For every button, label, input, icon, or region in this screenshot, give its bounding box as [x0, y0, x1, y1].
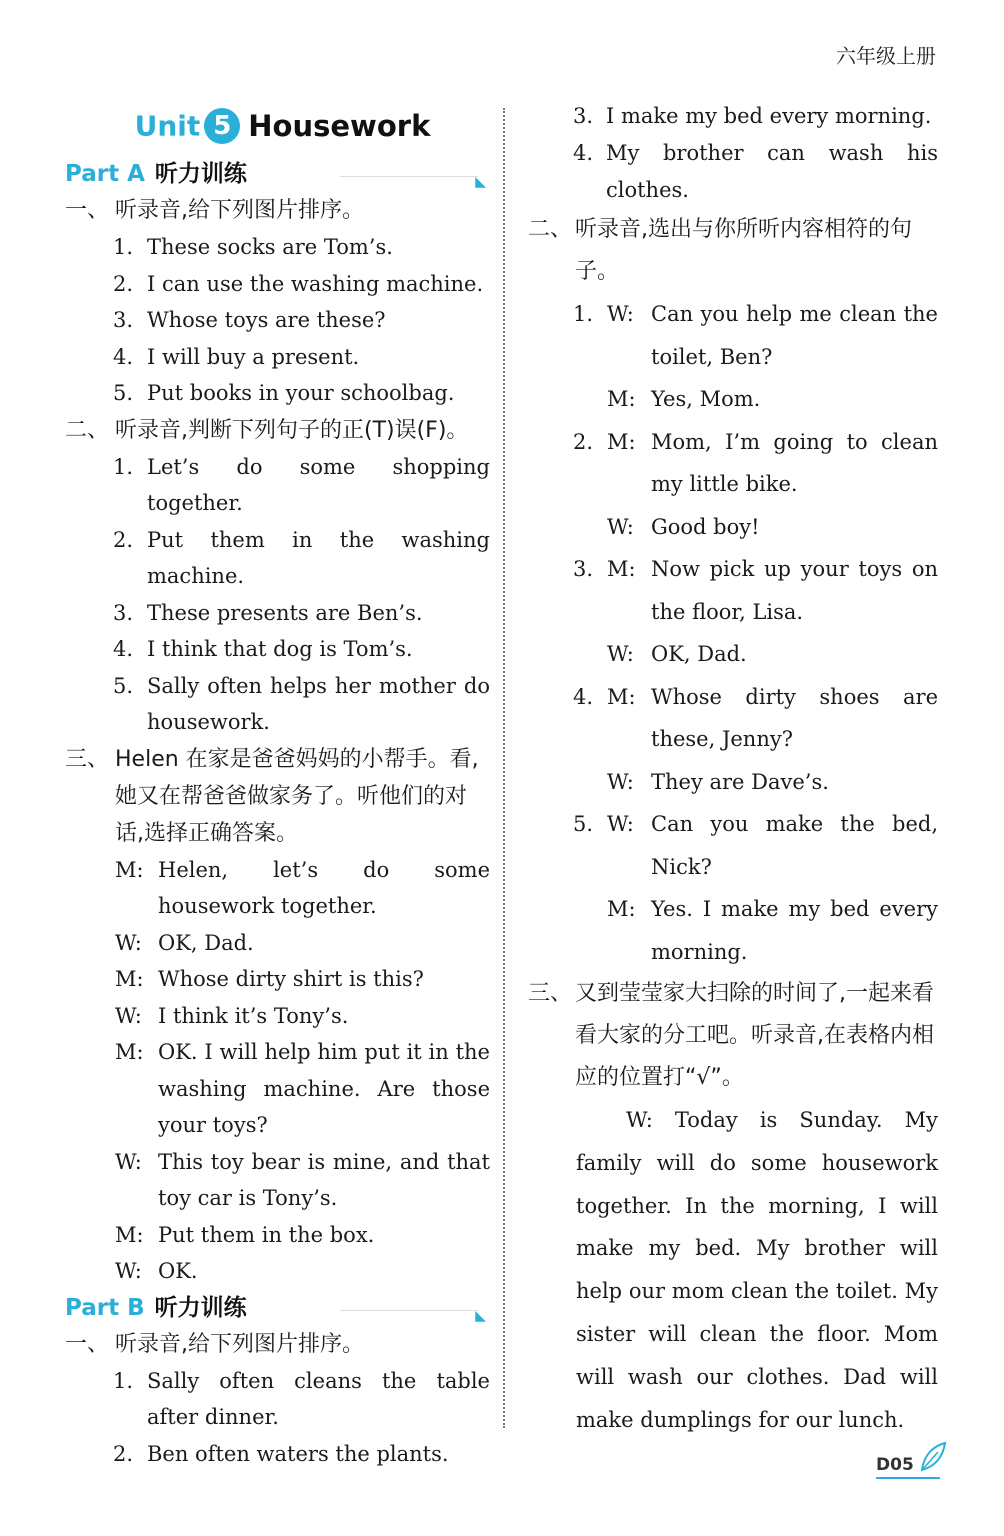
list-item: 1. Let’s do some shopping together.	[113, 454, 490, 515]
dialogue-line: 2. M: Mom, I’m going to clean my little bike.	[573, 429, 938, 496]
question-heading	[65, 1326, 490, 1363]
part-b-title: 听力训练	[154, 1294, 247, 1321]
question-number: 二、	[65, 417, 110, 443]
part-a-heading	[65, 156, 490, 192]
list-item: 1. These socks are Tom’s.	[113, 235, 393, 259]
dialogue-line: M: Helen, let’s do some housework together.	[115, 857, 490, 918]
dialogue-line: M: OK. I will help him put it in the washing machine. Are those your toys?	[115, 1040, 490, 1137]
list-item: 1. Sally often cleans the table after dinner.	[113, 1368, 490, 1429]
listening-passage: W: Today is Sunday. My family will do some housework together. In the morning, I will make my bed. My brother will help our mom clean the toilet. My sister will clean the floor. Mom will wash our clothes. Dad will make dumplings for our lunch.	[576, 1108, 938, 1432]
part-b-heading	[65, 1290, 490, 1326]
right-column	[528, 98, 938, 1462]
dialogue-line: 1. W: Can you help me clean the toilet, Ben?	[573, 302, 938, 369]
question-heading	[65, 741, 490, 852]
question-text: 听录音,判断下列句子的正(T)误(F)。	[115, 417, 469, 443]
question-number: 三、	[65, 746, 110, 772]
part-b-tag: Part B	[65, 1294, 145, 1321]
grade-label: 六年级上册	[836, 44, 936, 68]
unit-title	[75, 108, 490, 156]
list-item: 3. These presents are Ben’s.	[113, 600, 423, 625]
question-text: 又到莹莹家大扫除的时间了,一起来看看大家的分工吧。听录音,在表格内相应的位置打“√”。	[575, 981, 934, 1090]
question-number: 二、	[528, 217, 573, 242]
list-item: 5. Put books in your schoolbag.	[113, 381, 455, 405]
dialogue-line: M: Yes, Mom.	[607, 387, 761, 411]
list-item: 4. I will buy a present.	[113, 344, 360, 369]
dialogue-line: W: OK, Dad.	[115, 930, 254, 955]
left-column	[65, 108, 490, 1472]
list-item: 4. I think that dog is Tom’s.	[113, 637, 413, 661]
question-heading	[65, 412, 490, 449]
dialogue-line: M: Put them in the box.	[115, 1222, 375, 1247]
column-divider	[503, 108, 505, 1428]
dialogue-line: W: OK, Dad.	[607, 642, 747, 666]
part-a-tag: Part A	[65, 161, 145, 187]
dialogue-line: M: Whose dirty shirt is this?	[115, 967, 424, 991]
list-item: 4. My brother can wash his clothes.	[573, 141, 938, 202]
question-text: 听录音,给下列图片排序。	[115, 198, 364, 223]
unit-name: Housework	[248, 109, 431, 143]
dialogue-line: 3. M: Now pick up your toys on the floor, Lisa.	[573, 557, 938, 624]
question-number: 三、	[528, 981, 573, 1006]
triangle-marker-icon: ◣	[475, 1307, 486, 1324]
dialogue-line: W: They are Dave’s.	[607, 769, 829, 794]
leaf-icon	[918, 1440, 948, 1474]
part-a-rule	[340, 176, 478, 177]
question-text: Helen 在家是爸爸妈妈的小帮手。看,她又在帮爸爸做家务了。听他们的对话,选择正确答案。	[115, 746, 479, 846]
dialogue-line: W: This toy bear is mine, and that toy car is Tony’s.	[115, 1149, 490, 1210]
question-number: 一、	[65, 198, 110, 223]
dialogue-line: W: I think it’s Tony’s.	[115, 1003, 349, 1028]
list-item: 2. Ben often waters the plants.	[113, 1441, 449, 1466]
dialogue-line: 4. M: Whose dirty shoes are these, Jenny?	[573, 684, 938, 751]
dialogue-line: W: Good boy!	[607, 514, 760, 539]
page-number: D05	[876, 1455, 914, 1475]
unit-number-badge: 5	[204, 108, 240, 144]
question-number: 一、	[65, 1331, 110, 1357]
list-item: 2. Put them in the washing machine.	[113, 527, 490, 588]
unit-word: Unit	[134, 109, 201, 143]
part-b-rule	[340, 1310, 478, 1311]
dialogue-line: M: Yes. I make my bed every morning.	[607, 897, 938, 964]
question-heading	[528, 973, 938, 1099]
question-text: 听录音,给下列图片排序。	[115, 1331, 364, 1357]
question-heading	[65, 192, 490, 229]
question-heading	[528, 209, 938, 293]
page-number-rule	[876, 1477, 940, 1479]
list-item: 2. I can use the washing machine.	[113, 271, 484, 296]
triangle-marker-icon: ◣	[475, 174, 486, 190]
part-a-title: 听力训练	[154, 161, 247, 187]
list-item: 3. Whose toys are these?	[113, 308, 386, 332]
dialogue-line: W: OK.	[115, 1259, 198, 1283]
question-text: 听录音,选出与你所听内容相符的句子。	[575, 217, 912, 284]
list-item: 3. I make my bed every morning.	[573, 104, 932, 128]
dialogue-line: 5. W: Can you make the bed, Nick?	[573, 812, 938, 879]
list-item: 5. Sally often helps her mother do housework.	[113, 673, 490, 734]
